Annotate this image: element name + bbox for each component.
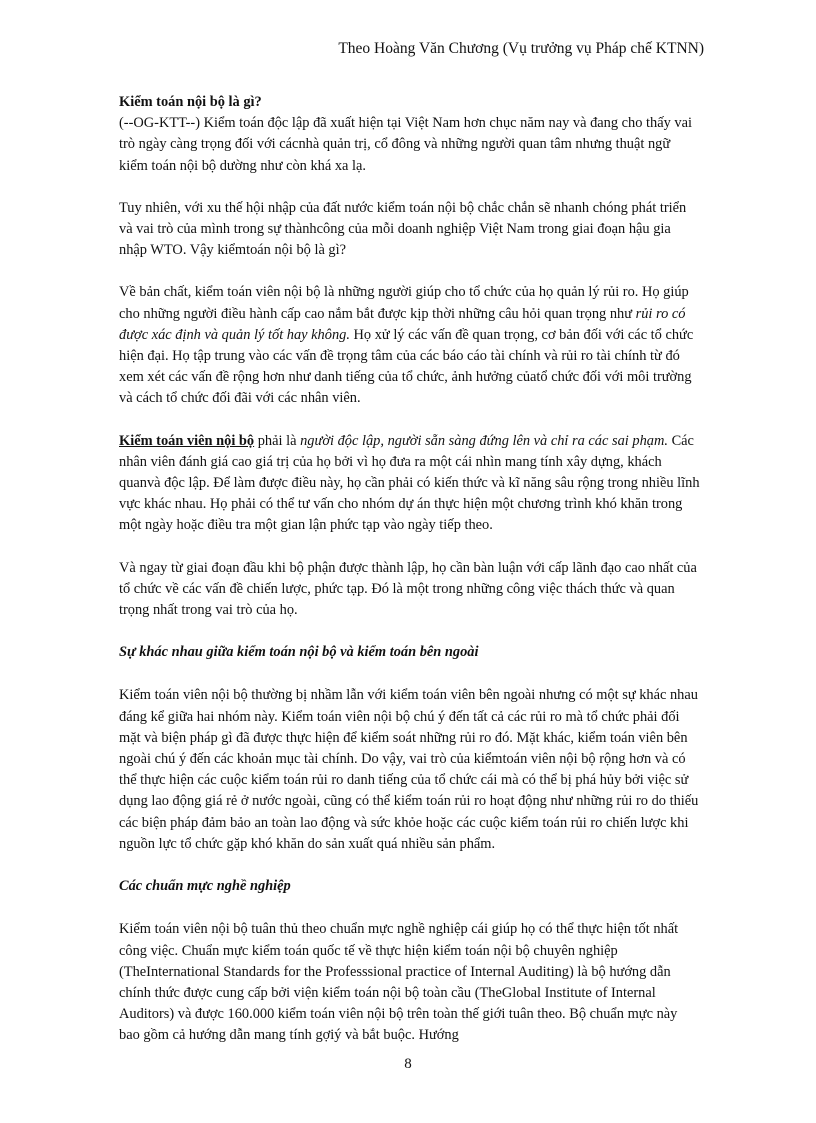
paragraph: Kiểm toán viên nội bộ thường bị nhầm lẫn với kiểm toán viên bên ngoài nhưng có một sự khác nhau đáng kể giữa hai nhóm này. Kiểm toán viên nội bộ chú ý đến tất cả các rủi ro mà tổ chức phải đối mặt và biện pháp gì đã được thực hiện để kiểm soát những rủi ro đó. Mặt khác, kiểm toán viên bên ngoài chú ý đến các khoản mục tài chính. Do vậy, vai trò của kiểmtoán viên nội bộ rộng hơn và có thể thực hiện các cuộc kiểm toán rủi ro danh tiếng của tổ chức cái mà có thể bị phá hủy bởi việc sử dụng lao động giá rẻ ở nước ngoài, cũng có thể kiểm toán rủi ro hoạt động như những rủi ro do thiếu các biện pháp đảm bảo an toàn lao động và sức khỏe hoặc các cuộc kiểm toán rủi ro chiến lược khi nguồn lực tổ chức gặp khó khăn do sản xuất quá nhiều sản phẩm. — [119, 687, 699, 852]
paragraph — [119, 431, 701, 537]
text-run: Các nhân viên đánh giá cao giá trị của họ bởi vì họ đưa ra một cái nhìn mang tính xây dựng, khách quanvà độc lập. Để làm được điều này, họ cần phải có kiến thức và kĩ năng sâu rộng trong nhiều lĩnh vực khác nhau. Họ phải có thể tư vấn cho nhóm dự án thực hiện một chương trình khó khăn trong một ngày hoặc điều tra một gian lận phức tạp vào ngày tiếp theo. — [119, 432, 700, 534]
text-run: Về bản chất, kiểm toán viên nội bộ là những người giúp cho tổ chức của họ quản lý rủi ro. Họ giúp cho những người điều hành cấp cao nắm bắt được kịp thời những câu hỏi quan trọng như — [119, 284, 689, 322]
running-header: Theo Hoàng Văn Chương (Vụ trưởng vụ Pháp chế KTNN) — [338, 40, 704, 57]
italic-text: người độc lập, người sẵn sàng đứng lên và chỉ ra các sai phạm. — [300, 432, 668, 449]
page-number: 8 — [404, 1056, 412, 1072]
text-run: Họ xử lý các vấn đề quan trọng, cơ bản đối với các tổ chức hiện đại. Họ tập trung vào các vấn đề trọng tâm của các báo cáo tài chính và rủi ro tài chính từ đó xem xét các vấn đề rộng hơn như danh tiếng của tổ chức, ảnh hưởng củatổ chức đối với môi trường và cách tổ chức đối đãi với các nhân viên. — [119, 326, 694, 407]
italic-text: rủi ro có được xác định và quản lý tốt hay không. — [119, 305, 686, 343]
paragraph: (--OG-KTT--) Kiểm toán độc lập đã xuất hiện tại Việt Nam hơn chục năm nay và đang cho thấy vai trò ngày càng trọng đối với cácnhà quản trị, cổ đông và những người quan tâm nhưng thuật ngữ kiểm toán nội bộ dường như còn khá xa lạ. — [119, 115, 692, 174]
section-heading-internal-vs-external: Sự khác nhau giữa kiểm toán nội bộ và kiểm toán bên ngoài — [119, 644, 479, 661]
page-body — [119, 92, 701, 1068]
underlined-term: Kiểm toán viên nội bộ — [119, 432, 255, 449]
paragraph: Kiểm toán viên nội bộ tuân thủ theo chuẩn mực nghề nghiệp cái giúp họ có thể thực hiện tốt nhất công việc. Chuẩn mực kiểm toán quốc tế về thực hiện kiểm toán nội bộ chuyên nghiệp (TheInternational Standards for the Professsional practice of Internal Auditing) là bộ hướng dẫn chính thức được cung cấp bởi viện kiểm toán nội bộ toàn cầu (TheGlobal Institute of Internal Auditors) và được 160.000 kiểm toán viên nội bộ trên toàn thế giới tuân theo. Bộ chuẩn mực này bao gồm cả hướng dẫn mang tính gợiý và bắt buộc. Hướng — [119, 921, 679, 1044]
paragraph: Tuy nhiên, với xu thế hội nhập của đất nước kiểm toán nội bộ chắc chắn sẽ nhanh chóng phát triển và vai trò của mình trong sự thànhcông của mỗi doanh nghiệp Việt Nam trong giai đoạn hậu gia nhập WTO. Vậy kiểmtoán nội bộ là gì? — [119, 199, 687, 259]
text-run: phải là — [254, 432, 301, 449]
section-heading-professional-standards: Các chuẩn mực nghề nghiệp — [119, 878, 291, 895]
section-heading-what-is-internal-audit: Kiểm toán nội bộ là gì? — [119, 94, 262, 110]
paragraph — [119, 282, 701, 409]
paragraph: Và ngay từ giai đoạn đầu khi bộ phận được thành lập, họ cần bàn luận với cấp lãnh đạo cao nhất của tổ chức về các vấn đề chiến lược, phức tạp. Đó là một trong những công việc thách thức và quan trọng nhất trong vai trò của họ. — [119, 559, 697, 619]
